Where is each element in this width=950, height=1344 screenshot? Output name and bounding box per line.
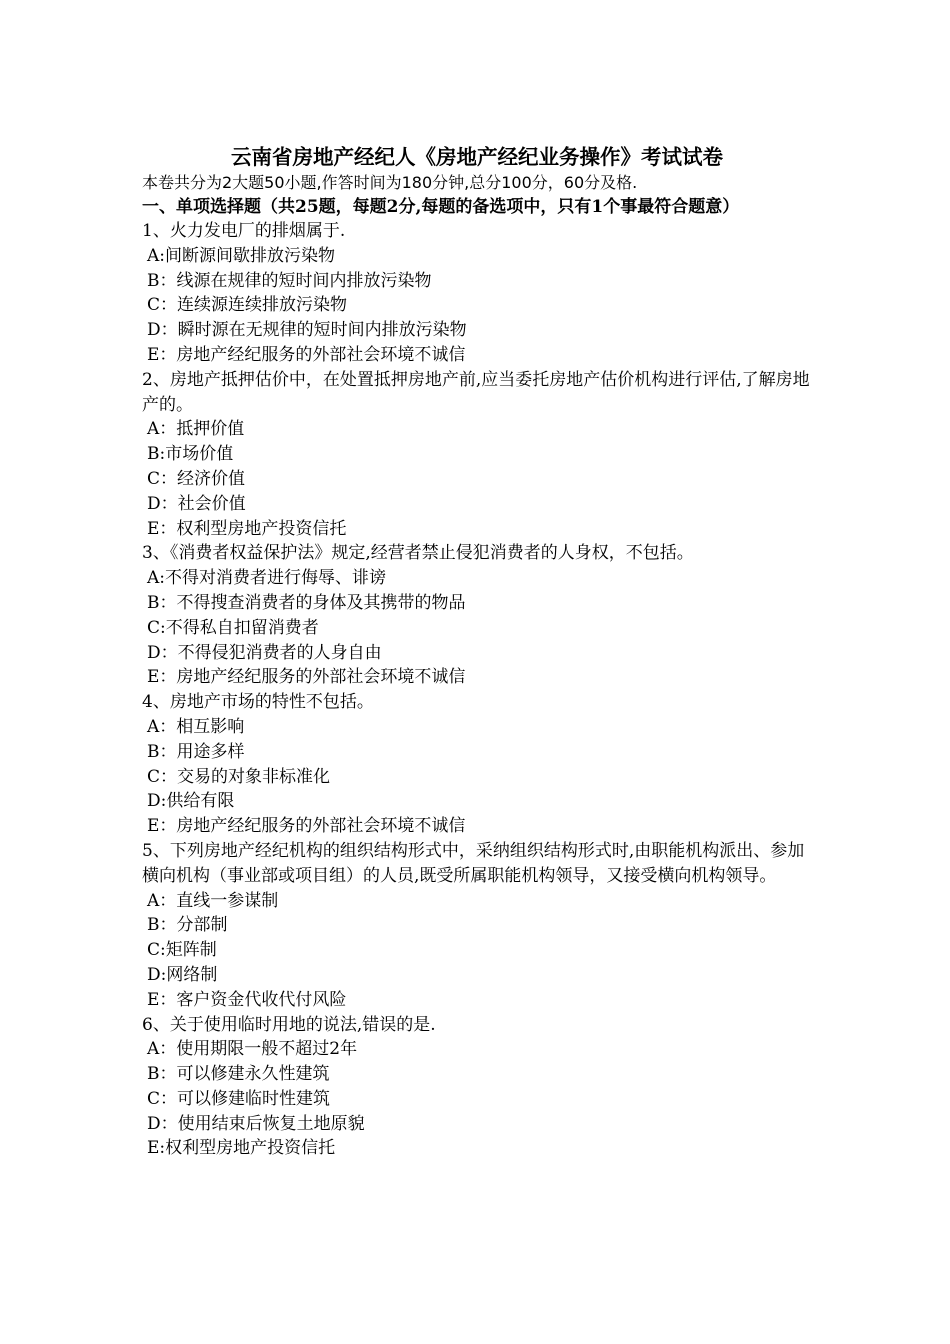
answer-option-e: E:权利型房地产投资信托 (147, 1138, 336, 1159)
answer-option-b: B:市场价值 (147, 444, 234, 465)
answer-option-e: E：权利型房地产投资信托 (147, 518, 347, 539)
answer-option-e: E：房地产经纪服务的外部社会环境不诚信 (147, 344, 466, 365)
answer-option-e: E：房地产经纪服务的外部社会环境不诚信 (147, 667, 466, 688)
question-4 (142, 690, 812, 839)
question-2 (142, 368, 812, 542)
document-page (142, 144, 812, 1161)
answer-option-c: C：连续源连续排放污染物 (147, 295, 348, 316)
answer-option-d: D:网络制 (147, 964, 218, 985)
answer-option-a: A：使用期限一般不超过2年 (147, 1039, 358, 1060)
answer-option-d: D：社会价值 (147, 493, 246, 514)
answer-option-c: C：经济价值 (147, 468, 246, 489)
question-stem: 6、关于使用临时用地的说法,错误的是. (142, 1014, 436, 1035)
question-stem: 4、房地产市场的特性不包括。 (142, 692, 374, 713)
question-6 (142, 1013, 812, 1162)
answer-option-c: C：交易的对象非标准化 (147, 766, 331, 787)
question-list (142, 219, 812, 1161)
answer-option-b: B：不得搜查消费者的身体及其携带的物品 (147, 592, 466, 613)
question-stem: 5、下列房地产经纪机构的组织结构形式中，采纳组织结构形式时,由职能机构派出、参加横向机构（事业部或项目组）的人员,既受所属职能机构领导，又接受横向机构领导。 (142, 840, 805, 886)
answer-option-d: D:供给有限 (147, 791, 235, 812)
question-stem: 3、《消费者权益保护法》规定,经营者禁止侵犯消费者的人身权，不包括。 (142, 543, 694, 564)
answer-option-b: B：分部制 (147, 915, 228, 936)
answer-option-a: A：相互影响 (147, 716, 245, 737)
question-5 (142, 839, 812, 1013)
question-3 (142, 541, 812, 690)
answer-option-c: C:不得私自扣留消费者 (147, 617, 319, 638)
answer-option-c: C：可以修建临时性建筑 (147, 1088, 331, 1109)
answer-option-a: A：抵押价值 (147, 419, 245, 440)
answer-option-a: A:间断源间歇排放污染物 (147, 245, 336, 266)
question-stem: 2、房地产抵押估价中，在处置抵押房地产前,应当委托房地产估价机构进行评估,了解房地产的。 (142, 369, 810, 415)
answer-option-d: D：使用结束后恢复土地原貌 (147, 1113, 365, 1134)
question-stem: 1、火力发电厂的排烟属于. (142, 221, 346, 241)
answer-option-a: A：直线一参谋制 (147, 890, 279, 911)
exam-intro: 本卷共分为2大题50小题,作答时间为180分钟,总分100分，60分及格. (142, 173, 638, 192)
answer-option-b: B：用途多样 (147, 741, 245, 762)
answer-option-c: C:矩阵制 (147, 940, 217, 961)
answer-option-a: A:不得对消费者进行侮辱、诽谤 (147, 568, 387, 589)
section-heading: 一、单项选择题（共25题，每题2分,每题的备选项中，只有1个事最符合题意） (142, 197, 740, 217)
answer-option-e: E：客户资金代收代付风险 (147, 989, 347, 1010)
answer-option-e: E：房地产经纪服务的外部社会环境不诚信 (147, 816, 466, 837)
answer-option-b: B：可以修建永久性建筑 (147, 1064, 330, 1085)
answer-option-b: B：线源在规律的短时间内排放污染物 (147, 270, 432, 291)
answer-option-d: D：不得侵犯消费者的人身自由 (147, 642, 382, 663)
answer-option-d: D：瞬时源在无规律的短时间内排放污染物 (147, 320, 467, 341)
document-title: 云南省房地产经纪人《房地产经纪业务操作》考试试卷 (231, 145, 723, 169)
question-1 (142, 219, 812, 368)
